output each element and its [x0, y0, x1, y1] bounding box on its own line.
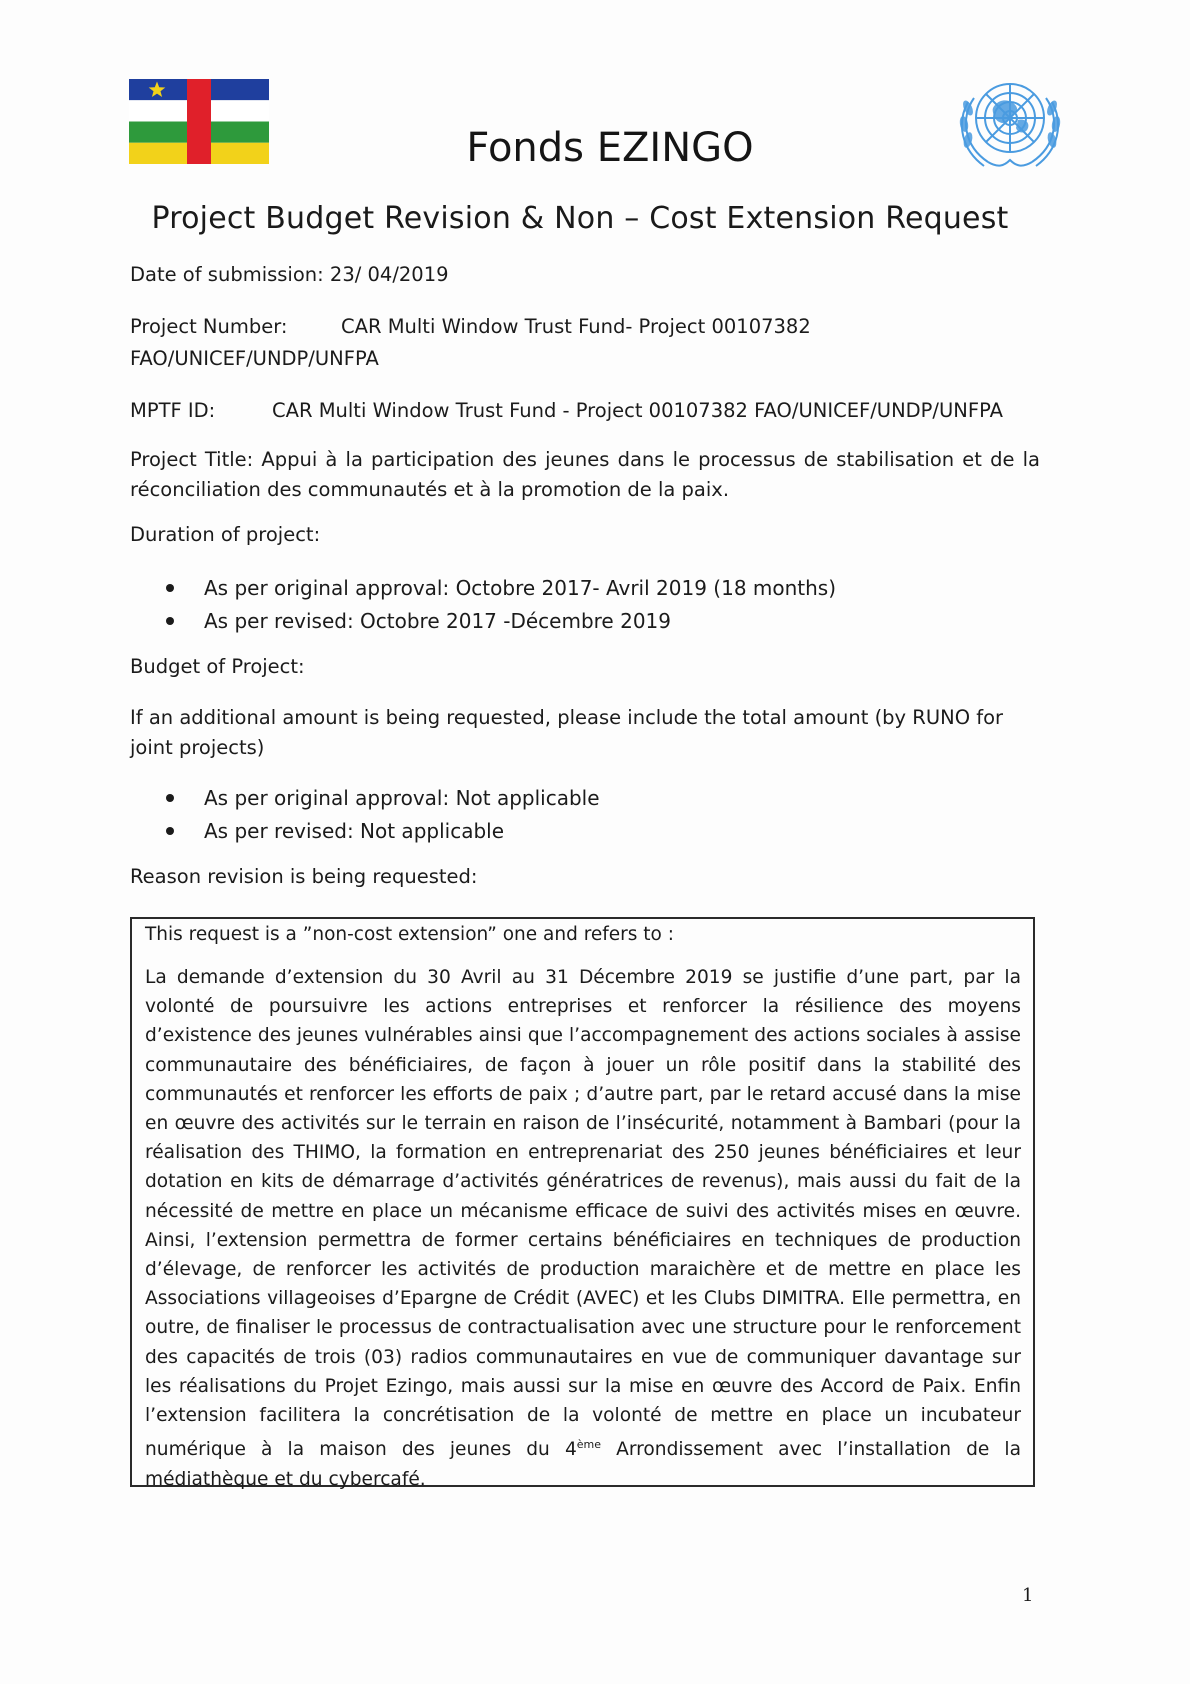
reason-intro: This request is a ”non-cost extension” one and refers to : — [145, 924, 674, 945]
project-number-value-continued: FAO/UNICEF/UNDP/UNFPA — [130, 347, 379, 370]
list-item — [166, 783, 600, 813]
budget-label: Budget of Project: — [130, 655, 305, 678]
additional-amount-paragraph: If an additional amount is being requested, please include the total amount (by RUNO for joint projects) — [130, 706, 1004, 759]
document-title: Project Budget Revision & Non – Cost Extension Request — [151, 201, 1009, 236]
car-flag-image — [129, 79, 269, 164]
project-number-line — [130, 312, 811, 342]
ordinal-superscript: ème — [576, 1438, 602, 1452]
un-emblem-icon — [946, 68, 1074, 174]
bullet-icon — [166, 827, 174, 835]
submission-date-label: Date of submission: — [130, 263, 324, 286]
mptf-id-value: CAR Multi Window Trust Fund - Project 00107382 FAO/UNICEF/UNDP/UNFPA — [272, 399, 1003, 422]
duration-label: Duration of project: — [130, 523, 321, 546]
page-number: 1 — [1022, 1585, 1034, 1606]
submission-date-line — [130, 260, 449, 290]
mptf-id-line — [130, 396, 1003, 426]
reason-label: Reason revision is being requested: — [130, 865, 478, 888]
project-title-paragraph: Project Title: Appui à la participation des jeunes dans le processus de stabilisation et de la réconciliation des communautés et à la promotion de la paix. — [130, 448, 1040, 501]
project-number-label: Project Number: — [130, 315, 288, 338]
duration-original: As per original approval: Octobre 2017- Avril 2019 (18 months) — [204, 576, 837, 600]
bullet-icon — [166, 617, 174, 625]
budget-original: As per original approval: Not applicable — [204, 786, 600, 810]
reason-text: La demande d’extension du 30 Avril au 31 Décembre 2019 se justifie d’une part, par la volonté de poursuivre les actions entreprises et renforcer la résilience des moyens d’existence des jeunes vulnérables ainsi que l’accompagnement des actions sociales à assise communautaire des bénéficiaires, de façon à jouer un rôle positif dans la stabilité des communautés et renforcer les efforts de paix ; d’autre part, par le retard accusé dans la mise en œuvre des activités sur le terrain en raison de l’insécurité, notamment à Bambari (pour la réalisation des THIMO, la formation en entreprenariat des 250 jeunes bénéficiaires et leur dotation en kits de démarrage d’activités génératrices de revenus), mais aussi du fait de la nécessité de mettre en place un mécanisme efficace de suivi des activités mises en œuvre. Ainsi, l’extension permettra de former certains bénéficiaires en techniques de production d’élevage, de renforcer les activités de production maraichère et de mettre en place les Associations villageoises d’Epargne de Crédit (AVEC) et les Clubs DIMITRA. Elle permettra, en outre, de finaliser le processus de contractualisation avec une structure pour le renforcement des capacités de trois (03) radios communautaires en vue de communiquer davantage sur les réalisations du Projet Ezingo, mais aussi sur la mise en œuvre des Accord de Paix. Enfin l’extension facilitera la concrétisation de la volonté de mettre en place un incubateur numérique à la maison des jeunes du 4 — [145, 967, 1021, 1461]
list-item — [166, 816, 504, 846]
duration-revised: As per revised: Octobre 2017 -Décembre 2019 — [204, 609, 671, 633]
fund-title: Fonds EZINGO — [466, 125, 754, 171]
budget-revised: As per revised: Not applicable — [204, 819, 504, 843]
mptf-id-label: MPTF ID: — [130, 399, 216, 422]
list-item — [166, 573, 836, 603]
reason-paragraph — [145, 963, 1021, 1494]
submission-date-value: 23/ 04/2019 — [329, 263, 449, 286]
reason-text-end: Arrondissement avec l’installation de la médiathèque et du cybercafé. — [145, 1439, 1021, 1490]
bullet-icon — [166, 584, 174, 592]
bullet-icon — [166, 794, 174, 802]
project-number-value: CAR Multi Window Trust Fund- Project 00107382 — [341, 315, 811, 338]
list-item — [166, 606, 671, 636]
